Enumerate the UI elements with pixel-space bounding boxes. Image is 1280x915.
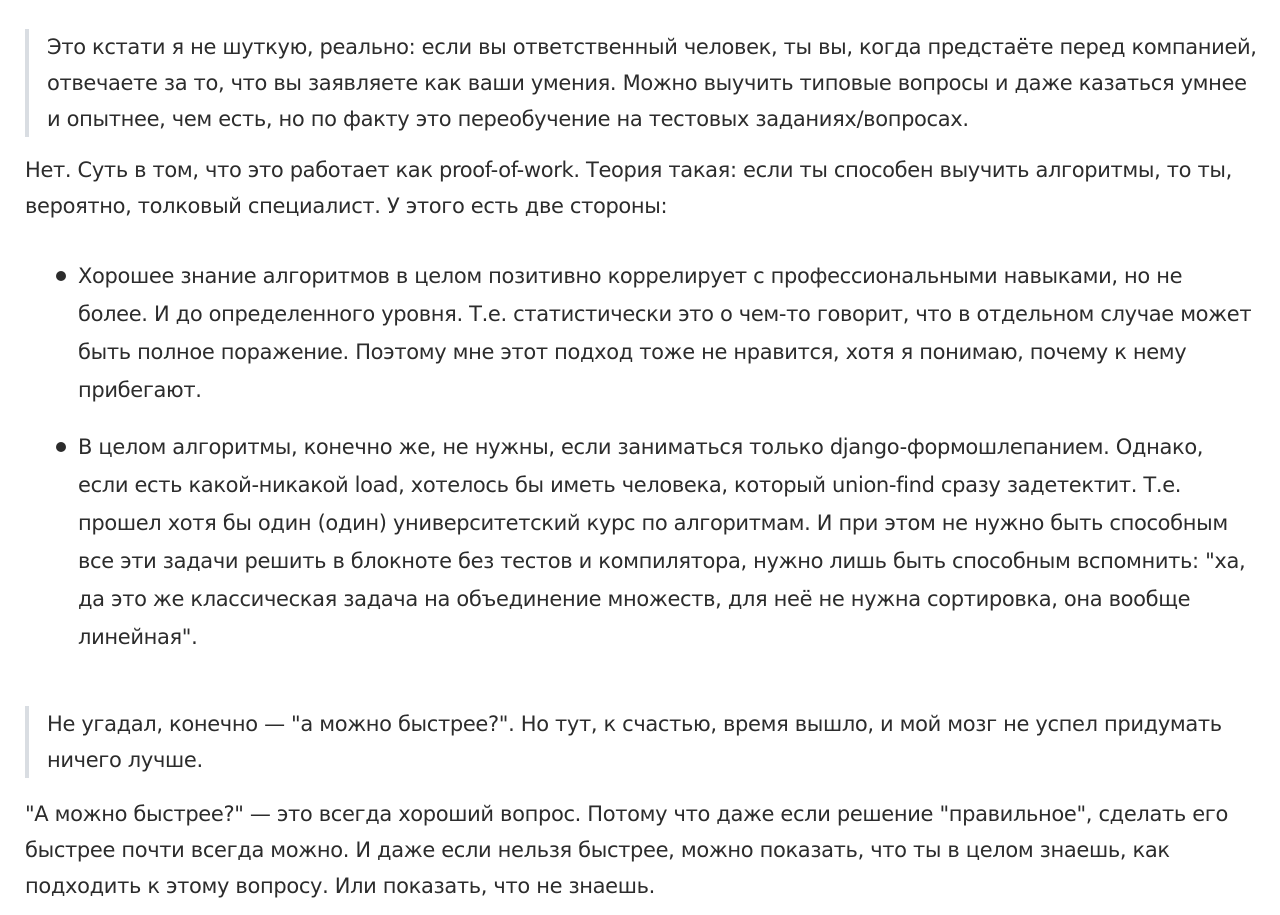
list-item-text: В целом алгоритмы, конечно же, не нужны, если заниматься только django-формошлепанием. Однако, если есть какой-никакой load, хотелось бы иметь человека, который union-find сразу задетектит. Т.е. прошел хотя бы один (один) университетский курс по алгоритмам. И при этом не нужно быть способным все эти задачи решить в блокноте без тестов и компилятора, нужно лишь быть способным вспомнить: "ха, да это же классическая задача на объединение множеств, для неё не нужна сортировка, она вообще линейная".	[78, 435, 1246, 649]
list-item-text: Хорошее знание алгоритмов в целом позитивно коррелирует с профессиональными навыками, но не более. И до определенного уровня. Т.е. статистически это о чем-то говорит, что в отдельном случае может быть полное поражение. Поэтому мне этот подход тоже не нравится, хотя я понимаю, почему к нему прибегают.	[78, 264, 1252, 402]
bullet-list	[25, 257, 1255, 675]
blockquote-1-text: Это кстати я не шуткую, реально: если вы ответственный человек, ты вы, когда предстаёте перед компанией, отвечаете за то, что вы заявляете как ваши умения. Можно выучить типовые вопросы и даже казаться умнее и опытнее, чем есть, но по факту это переобучение на тестовых заданиях/вопросах.	[47, 35, 1257, 131]
list-item	[25, 257, 1255, 409]
paragraph-1: Нет. Суть в том, что это работает как proof-of-work. Теория такая: если ты способен выучить алгоритмы, то ты, вероятно, толковый специалист. У этого есть две стороны:	[25, 158, 1232, 218]
bullet-icon	[56, 442, 66, 452]
list-item	[25, 428, 1255, 656]
blockquote-2	[25, 706, 1262, 778]
blockquote-2-text: Не угадал, конечно — "а можно быстрее?". Но тут, к счастью, время вышло, и мой мозг не успел придумать ничего лучше.	[47, 712, 1222, 772]
bullet-icon	[56, 271, 66, 281]
paragraph-2: "А можно быстрее?" — это всегда хороший вопрос. Потому что даже если решение "правильное", сделать его быстрее почти всегда можно. И даже если нельзя быстрее, можно показать, что ты в целом знаешь, как подходить к этому вопросу. Или показать, что не знаешь.	[25, 802, 1228, 898]
blockquote-1	[25, 29, 1262, 137]
